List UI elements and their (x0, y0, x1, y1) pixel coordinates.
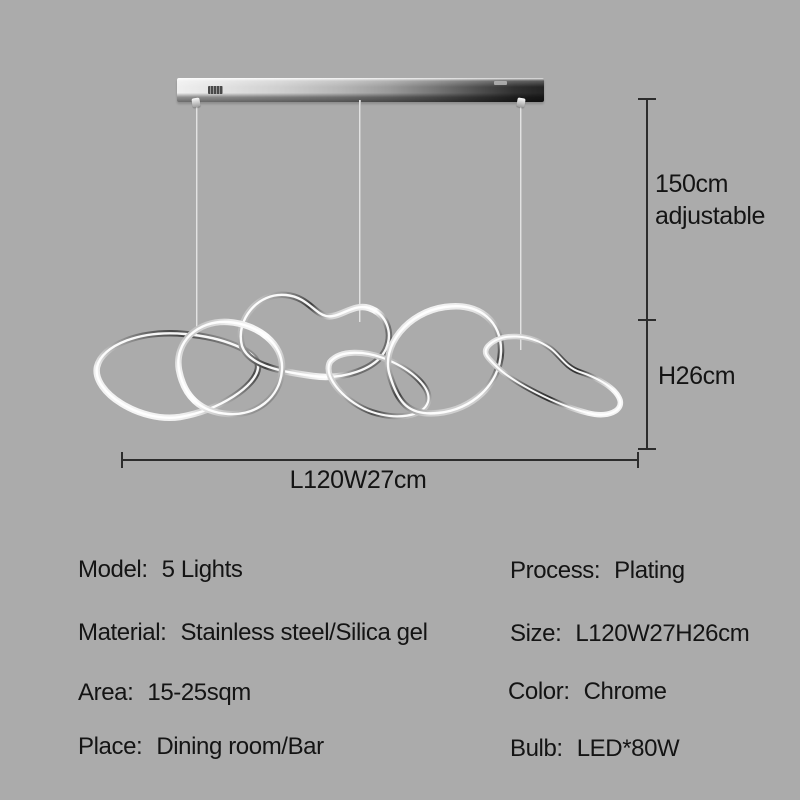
spec-process (510, 557, 685, 585)
ceiling-mount-bar (177, 78, 544, 102)
spec-area (78, 679, 251, 707)
spec-color (508, 678, 667, 706)
spec-value: 15-25sqm (147, 679, 251, 706)
spec-place (78, 733, 324, 761)
horizontal-dimension-line (122, 459, 638, 461)
spec-value: LED*80W (576, 735, 680, 762)
pendant-rings-fixture (60, 270, 660, 470)
spec-label: Size: (510, 620, 562, 647)
spec-label: Model: (78, 556, 148, 583)
spec-label: Bulb: (510, 735, 563, 762)
dimension-tick (638, 319, 656, 321)
vertical-dimension-line (646, 98, 648, 450)
spec-label: Process: (510, 557, 601, 584)
label-mark-icon (494, 81, 507, 85)
spec-size (510, 620, 749, 648)
spec-label: Area: (78, 679, 134, 706)
spec-label: Material: (78, 619, 167, 646)
spec-material (78, 619, 428, 647)
wire-connector-left (191, 97, 200, 107)
wire-connector-right (516, 97, 525, 107)
dimension-tick (638, 448, 656, 450)
spec-value: Plating (614, 557, 685, 584)
spec-value: 5 Lights (161, 556, 243, 583)
pendant-ring-6 (486, 336, 621, 414)
spec-bulb (510, 735, 679, 763)
dimension-tick (638, 98, 656, 100)
spec-label: Color: (508, 678, 570, 705)
drop-length-label (655, 168, 765, 232)
dimension-tick (637, 452, 639, 468)
pendant-ring-5 (388, 306, 501, 413)
spec-value: L120W27H26cm (575, 620, 750, 647)
drop-length-note: adjustable (655, 202, 765, 230)
spec-value: Stainless steel/Silica gel (180, 619, 428, 646)
dimension-tick (121, 452, 123, 468)
spec-value: Chrome (583, 678, 667, 705)
spec-model (78, 556, 243, 584)
drop-length-value: 150cm (655, 170, 729, 198)
fixture-width-label: L120W27cm (289, 466, 427, 494)
spec-label: Place: (78, 733, 143, 760)
spec-value: Dining room/Bar (156, 733, 324, 760)
brand-mark-icon (208, 86, 223, 94)
fixture-height-label: H26cm (658, 362, 736, 390)
